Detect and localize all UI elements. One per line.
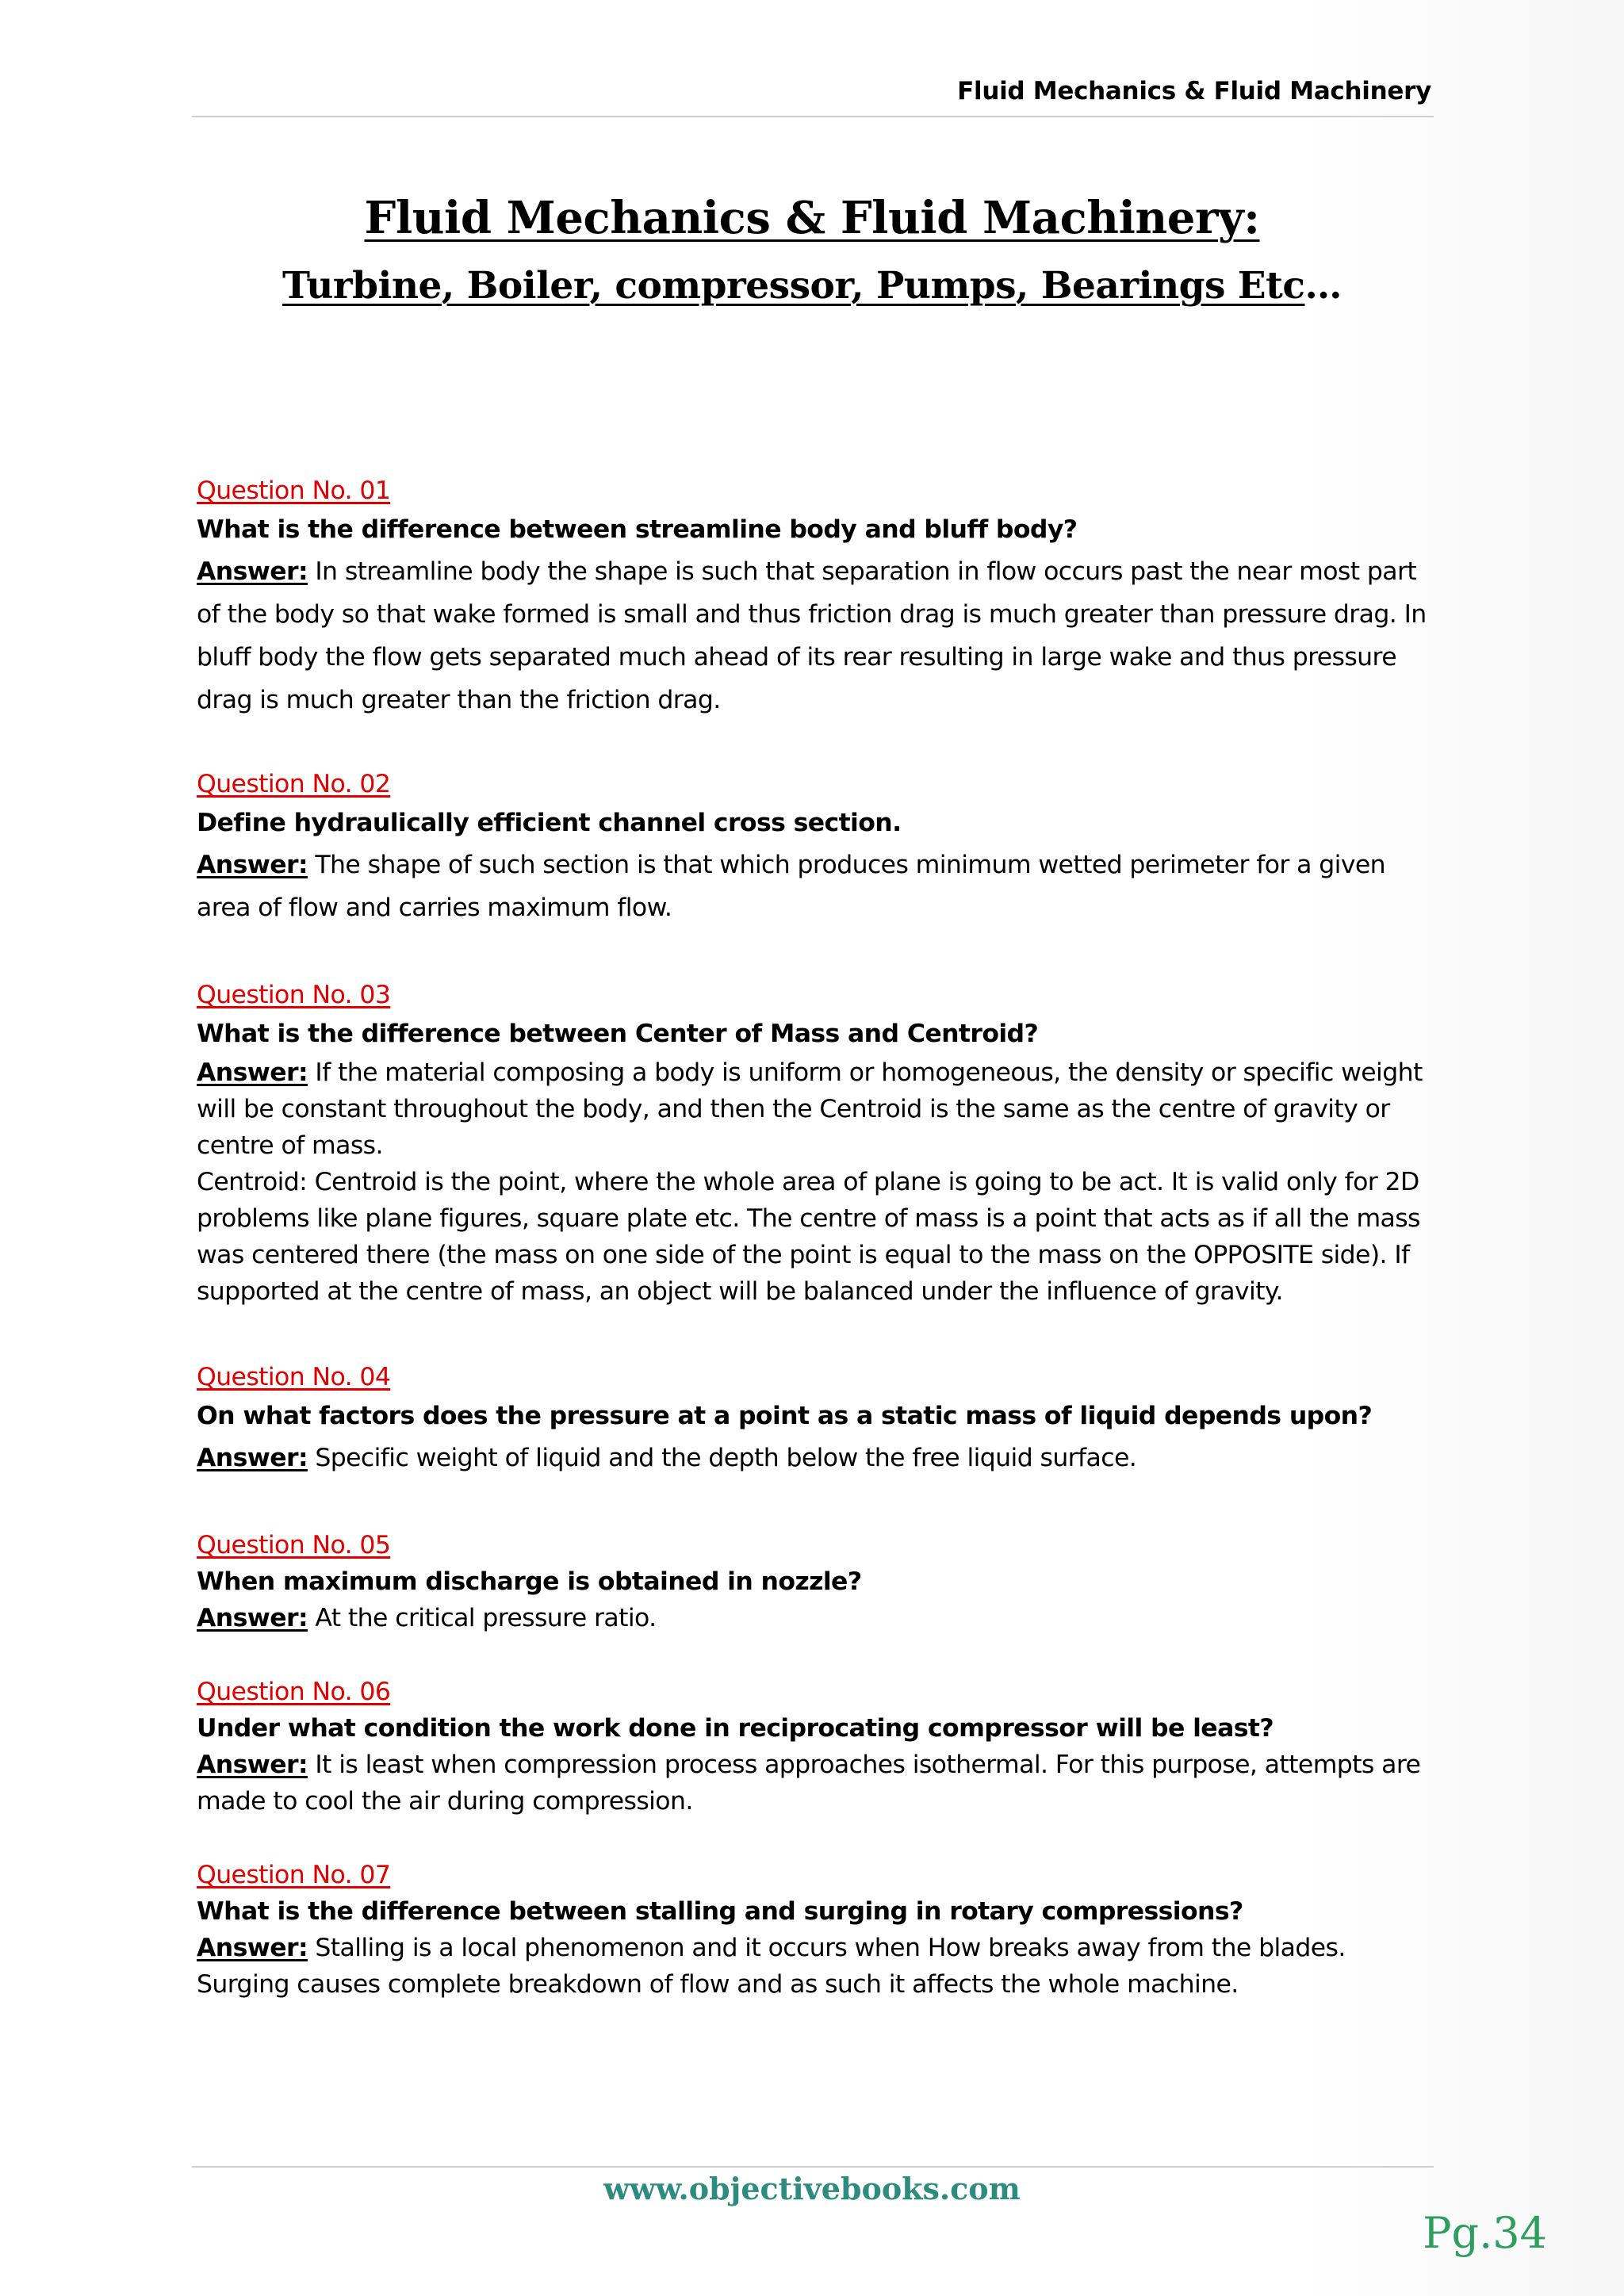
qa-item-06 [197,1674,1434,1820]
answer-block [197,550,1434,721]
question-text: Under what condition the work done in reciprocating compressor will be least? [197,1714,1274,1743]
answer-label: Answer: [197,1058,308,1087]
question-text: On what factors does the pressure at a point as a static mass of liquid depends upon? [197,1402,1373,1430]
answer-text: Specific weight of liquid and the depth below the free liquid surface. [307,1444,1137,1472]
qa-item-07 [197,1857,1434,2003]
subtitle-ellipsis: … [1304,264,1342,308]
qa-item-02 [197,766,1434,929]
answer-text: Stalling is a local phenomenon and it occurs when How breaks away from the blades. Surging causes complete breakdown of flow and as such it affects the whole machine. [197,1934,1346,1999]
page-number: Pg.34 [1423,2208,1547,2258]
qa-item-03 [197,977,1434,1310]
question-label: Question No. 07 [197,1861,391,1889]
document-title: Fluid Mechanics & Fluid Machinery: [364,192,1260,244]
footer-divider [192,2166,1434,2168]
answer-block [197,1437,1434,1479]
question-label: Question No. 05 [197,1531,391,1559]
header-divider [192,116,1434,117]
question-text: What is the difference between stalling and surging in rotary compressions? [197,1897,1243,1926]
answer-text: If the material composing a body is uniform or homogeneous, the density or specific weight will be constant throughout the body, and then the Centroid is the same as the centre of gravity or centre of mass. [197,1058,1423,1160]
qa-item-01 [197,473,1434,721]
question-text: Define hydraulically efficient channel cross section. [197,809,902,837]
subtitle-underlined-text: Turbine, Boiler, compressor, Pumps, Bearings Etc [282,264,1305,308]
answer-label: Answer: [197,1444,308,1472]
question-text: When maximum discharge is obtained in nozzle? [197,1567,862,1596]
answer-text: In streamline body the shape is such that separation in flow occurs past the near most part of the body so that wake formed is small and thus friction drag is much greater than pressure drag. In bluff body the flow gets separated much ahead of its rear resulting in large wake and thus pressure drag is much greater than the friction drag. [197,557,1427,714]
answer-label: Answer: [197,851,308,879]
qa-item-04 [197,1359,1434,1479]
answer-label: Answer: [197,557,308,586]
running-header: Fluid Mechanics & Fluid Machinery [957,77,1431,105]
document-subtitle [0,264,1624,308]
answer-block [197,1054,1434,1164]
answer-text: At the critical pressure ratio. [307,1604,657,1632]
footer-website-link[interactable]: www.objectivebooks.com [603,2171,1021,2206]
answer-label: Answer: [197,1751,308,1779]
question-label: Question No. 03 [197,981,391,1009]
question-label: Question No. 02 [197,770,391,798]
answer-block [197,1747,1434,1820]
question-label: Question No. 06 [197,1678,391,1706]
answer-block [197,1930,1434,2003]
question-label: Question No. 01 [197,476,391,505]
answer-text: The shape of such section is that which produces minimum wetted perimeter for a given area of flow and carries maximum flow. [197,851,1386,922]
answer-label: Answer: [197,1604,308,1632]
question-text: What is the difference between Center of Mass and Centroid? [197,1020,1039,1048]
question-text: What is the difference between streamline body and bluff body? [197,515,1078,544]
answer-block [197,844,1434,929]
answer-text: It is least when compression process approaches isothermal. For this purpose, attempts are made to cool the air during compression. [197,1751,1421,1816]
question-label: Question No. 04 [197,1363,391,1391]
qa-item-05 [197,1527,1434,1636]
answer-continuation: Centroid: Centroid is the point, where the whole area of plane is going to be act. It is valid only for 2D problems like plane figures, square plate etc. The centre of mass is a point that acts as if all the mass was centered there (the mass on one side of the point is equal to the mass on the OPPOSITE side). If supported at the centre of mass, an object will be balanced under the influence of gravity. [197,1168,1420,1306]
answer-block [197,1600,1434,1636]
answer-label: Answer: [197,1934,308,1962]
